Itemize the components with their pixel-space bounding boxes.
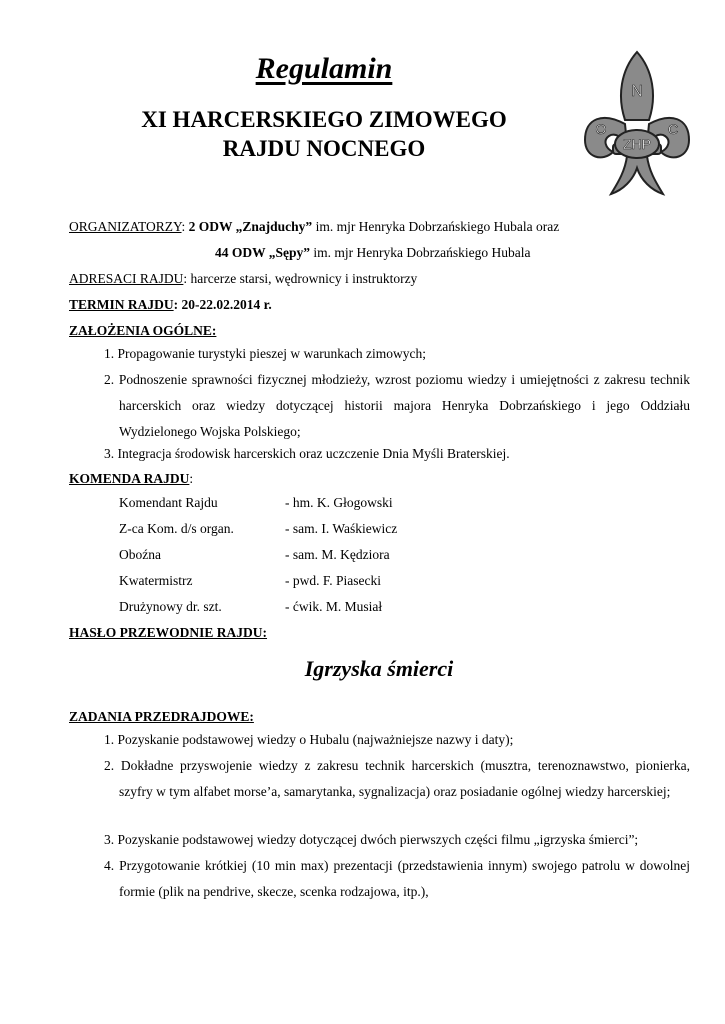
zhp-lily-logo	[583, 48, 691, 198]
assumptions-heading: ZAŁOŻENIA OGÓLNE:	[69, 323, 217, 338]
addressees-value: : harcerze starsi, wędrownicy i instruktorzy	[183, 271, 418, 286]
organizer-1-detail: im. mjr Henryka Dobrzańskiego Hubala oraz	[312, 219, 560, 234]
task-item-2-text: 2. Dokładne przyswojenie wiedzy z zakresu technik harcerskich (musztra, terenoznawstwo, pionierka, szyfry w tym alfabet morse’a, samarytanka, sygnalizacja) oraz posiadanie ogólnej wiedzy harcerskiej;	[104, 758, 690, 799]
organizer-2-name: 44 ODW „Sępy”	[215, 245, 311, 260]
task-item-2	[104, 753, 690, 805]
assumption-item-2-text: 2. Podnoszenie sprawności fizycznej młodzieży, wzrost poziomu wiedzy i umiejętności z zakresu technik harcerskich oraz wiedzy dotyczącej historii majora Henryka Dobrzańskiego i jego Oddziału Wydzielonego Wojska Polskiego;	[104, 372, 690, 439]
logo-emblem-text: ZHP	[623, 136, 651, 152]
command-role: Komendant Rajdu	[119, 495, 218, 510]
command-heading-line	[69, 469, 193, 489]
organizer-1-name: 2 ODW „Znajduchy”	[188, 219, 313, 234]
assumption-item-3: 3. Integracja środowisk harcerskich oraz uczczenie Dnia Myśli Braterskiej.	[104, 446, 510, 461]
addressees-label: ADRESACI RAJDU	[69, 271, 184, 286]
task-item-3: 3. Pozyskanie podstawowej wiedzy dotyczącej dwóch pierwszych części filmu „igrzyska śmierci”;	[104, 832, 639, 847]
logo-letter-n: N	[631, 83, 643, 100]
command-role: Kwatermistrz	[119, 573, 193, 588]
tasks-heading: ZADANIA PRZEDRAJDOWE:	[69, 709, 254, 724]
command-person: - hm. K. Głogowski	[285, 495, 393, 510]
command-role: Drużynowy dr. szt.	[119, 599, 222, 614]
motto-heading: HASŁO PRZEWODNIE RAJDU:	[69, 625, 268, 640]
command-heading: KOMENDA RAJDU	[69, 471, 190, 486]
command-role: Oboźna	[119, 547, 161, 562]
logo-letter-o: O	[595, 121, 607, 137]
command-person: - sam. I. Waśkiewicz	[285, 521, 398, 536]
motto-text: Igrzyska śmierci	[304, 656, 454, 681]
command-person: - ćwik. M. Musiał	[285, 599, 383, 614]
term-line	[69, 295, 272, 315]
organizers-line-1: ORGANIZATORZY: 2 ODW „Znajduchy” im. mjr Henryka Dobrzańskiego Hubala oraz	[69, 219, 560, 234]
organizers-label: ORGANIZATORZY	[69, 219, 182, 234]
command-person: - sam. M. Kędziora	[285, 547, 390, 562]
task-item-4-text: 4. Przygotowanie krótkiej (10 min max) prezentacji (przedstawienia innym) swojego patrolu w dowolnej formie (plik na pendrive, skecze, scenka rodzajowa, itp.),	[104, 858, 690, 899]
organizers-line-2	[215, 243, 530, 263]
task-item-1: 1. Pozyskanie podstawowej wiedzy o Hubalu (najważniejsze nazwy i daty);	[104, 732, 514, 747]
subtitle-line-1: XI HARCERSKIEGO ZIMOWEGO	[141, 107, 507, 132]
page-title: Regulamin	[255, 52, 393, 85]
task-item-4	[104, 853, 690, 905]
subtitle-line-2: RAJDU NOCNEGO	[222, 136, 426, 161]
assumption-item-2	[104, 367, 690, 445]
term-value: : 20-22.02.2014 r.	[173, 297, 272, 312]
logo-letter-c: C	[667, 121, 679, 137]
command-person: - pwd. F. Piasecki	[285, 573, 382, 588]
addressees-line	[69, 269, 417, 289]
organizer-2-detail: im. mjr Henryka Dobrzańskiego Hubala	[310, 245, 531, 260]
command-role: Z-ca Kom. d/s organ.	[119, 521, 234, 536]
command-heading-colon: :	[189, 471, 194, 486]
term-label: TERMIN RAJDU	[69, 297, 174, 312]
assumption-item-1: 1. Propagowanie turystyki pieszej w warunkach zimowych;	[104, 346, 427, 361]
